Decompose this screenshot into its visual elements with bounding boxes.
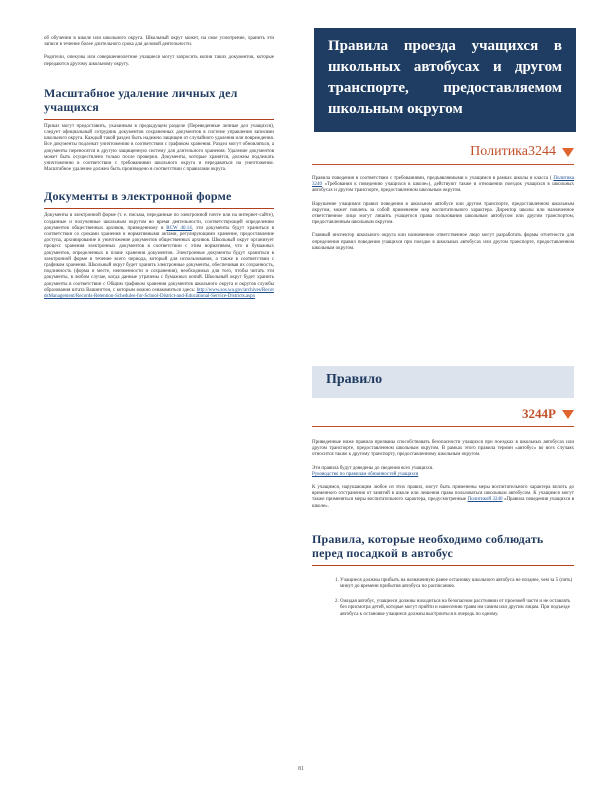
section-title-remote-deletion: Масштабное удаление личных дел учащихся <box>44 85 238 114</box>
rcw-after: , эти <box>191 225 204 231</box>
rcw-link[interactable]: RCW 40.14 <box>166 225 192 231</box>
regulation-underline <box>312 426 574 427</box>
remote-deletion-body: Приказ могут предоставить, указанным в предыдущем разделе (Переведенные личные дел учащихся), следует официальный сотрудник документов сохраненных документов в системе управления записями школьного округа. Каждый такой раздел быть надежно защищен от случайного удаления или повреждения. Все документы подлежат уничтожению в соответствии с графиком хранения. Раздел могут обновляться, а документы переносятся в другую защищенную систему для длительного хранения. Удаление документов может быть осуществлено только после проверки. Документы, которые хранятся, должны подлежать уничтожению в соответствии с требованиями школьного округа и передаваться на уничтожение. Масштабное удаление должно быть произведено в соответствии с правилами округа. <box>44 123 274 173</box>
boarding-rules-list <box>312 578 574 618</box>
title-banner <box>314 28 576 132</box>
electronic-records-body <box>44 213 274 300</box>
regulation-paragraph-2 <box>312 466 574 478</box>
intro-paragraph-2: Родители, опекуны или совершеннолетние учащиеся могут запросить копии таких документов, которые передаются другому школьному округу. <box>44 55 274 67</box>
policy-paragraph-2: Нарушение учащимся правил поведения в школьном автобусе или другом транспорте, предоставленном школьным округом, может повлечь за собой применение мер воспитательного характера. Директор школы или назначенное ответственное лицо могут лишить учащегося права пользования школьным автобусом или другим транспортом, предоставленным школьным округом. <box>312 201 574 226</box>
page-number: 81 <box>298 766 304 772</box>
triangle-marker-icon <box>562 148 574 157</box>
list-item: 2. Ожидая автобус, учащиеся должны находиться на безопасном расстоянии от проезжей части и не оставлять без присмотра детей, которые могут прийти и нанесению травм им самим или другим лицам. При подъезде автобуса к остановке учащиеся должны выстроиться в очередь по одному. <box>340 599 574 618</box>
triangle-marker-icon <box>562 410 574 419</box>
regulation-number: 3244P <box>522 406 556 421</box>
archives-url-link[interactable]: http://www.sos.wa.gov/archives/RecordsManagement/Records-Retention-Schedules-for-School-District-and-Educational-Service-Districts.aspx <box>44 287 274 300</box>
section-divider <box>312 565 574 566</box>
banner-title: Правила проезда учащихся в школьных автобусах и другом транспорте, предоставляемом школьным округом <box>328 38 562 117</box>
regulation-p2-prefix: Эти правила будут доведены до сведения всех учащихся. <box>312 465 434 471</box>
intro-paragraph-1: об обучении в школе или школьного округа. Школьный округ может, на свое усмотрение, хранить эти записи в течение более длительного срока для деловой деятельности. <box>44 36 274 48</box>
section-divider <box>44 208 274 209</box>
policy-p1-before: Правила поведения в соответствии с требованиями, предъявляемыми к учащимся в рамках школы и класса ( <box>312 176 552 181</box>
policy-p1-after: «Требования к поведению учащихся в школе»), действуют также в отношении поездок учащихся в школьных автобусах и другом транспорте, предоставленном школьным округом. <box>312 182 575 194</box>
policy-paragraph-3: Главный инспектор школьного округа или назначенное ответственное лицо могут разработать формы отчетности для определения правил поведения учащихся при поездке в школьных автобусах или другом транспорте, предоставленном школьным округом. <box>312 233 574 251</box>
section-title-electronic-records: Документы в электронной форме <box>44 189 232 204</box>
left-column <box>44 36 274 300</box>
regulation-paragraph-3 <box>312 485 574 510</box>
policy-underline <box>312 164 574 165</box>
regulation-heading: Правило <box>326 372 383 387</box>
regulation-p3-after: «Правила поведения учащихся в школе». <box>312 497 574 509</box>
regulation-text-block <box>312 440 574 627</box>
section-divider <box>44 119 274 120</box>
policy-3240-link[interactable]: Политика 3240 <box>312 176 574 188</box>
electronic-body-part-1: Документы в электронной форме (т. е. письма, переданные по электронной почте или на интернет-сайте), созданные и полученные школьным округом во время деятельности, соответствующей определению документов общественных архивов, приведенному в <box>44 213 274 231</box>
policy-3240-link-2[interactable]: Политикой 3240 <box>467 497 503 503</box>
policy-paragraph-1 <box>312 176 574 195</box>
policy-number: Политика3244 <box>470 144 556 159</box>
electronic-body-part-2: документы будут храниться в соответствии со сроками хранения и нормативными актами, регулирующими хранение, предоставление доступа, архивирование и уничтожение документов общественных архивов. Школьный округ организует процесс хранения электронных документов в соответствии с этим нормативом, что и бумажных документов, определенных в плане хранения документов. Электронные документы будут храниться в электронной форме в течение всего периода, который для использования, а также в соответствии с графиком хранения. Школьный округ будет хранить электронные документы, обеспечивая их сохранность, подлинность (форма и месте, неизменности и сохранения), необходимых для того, чтобы читать эти документы, в любом случае, когда данные утрачены с бумажных копий. Школьный округ будет хранить документы в соответствии с Общим графиком хранения документов школьного округа и округов службы образования штата Вашингтон, с которым можно ознакомиться здесь: <box>44 225 274 293</box>
regulation-number-header <box>312 406 574 422</box>
regulation-p3-before: К учащимся, нарушающим любое из этих правил, могут быть применены меры воспитательного характера вплоть до временного отстранения от занятий в школе или лишения права пользоваться школьным автобусом. К учащимся могут также применяться меры воспитательного характера, предусмотренные <box>312 485 574 503</box>
list-item: 1. Учащиеся должны прибыть на назначенную ранее остановку школьного автобуса не позднее, чем за 5 (пять) минут до времени прибытия автобуса по расписанию. <box>340 578 574 590</box>
student-rights-guide-link[interactable]: Руководство по правилам обязанностей учащихся <box>312 471 419 477</box>
section-title-boarding-rules: Правила, которые необходимо соблюдать перед посадкой в автобус <box>312 531 544 560</box>
policy-number-header <box>312 144 574 160</box>
policy-text-block <box>312 176 574 252</box>
regulation-paragraph-1: Приведенные ниже правила призваны способствовать безопасности учащихся при поездках в школьных автобусах или другом транспорте, предоставленном школьным округом. В рамках этого правила термин «автобус» во всех случаях относится также к другому транспорту, предоставленному школьным округом. <box>312 440 574 458</box>
